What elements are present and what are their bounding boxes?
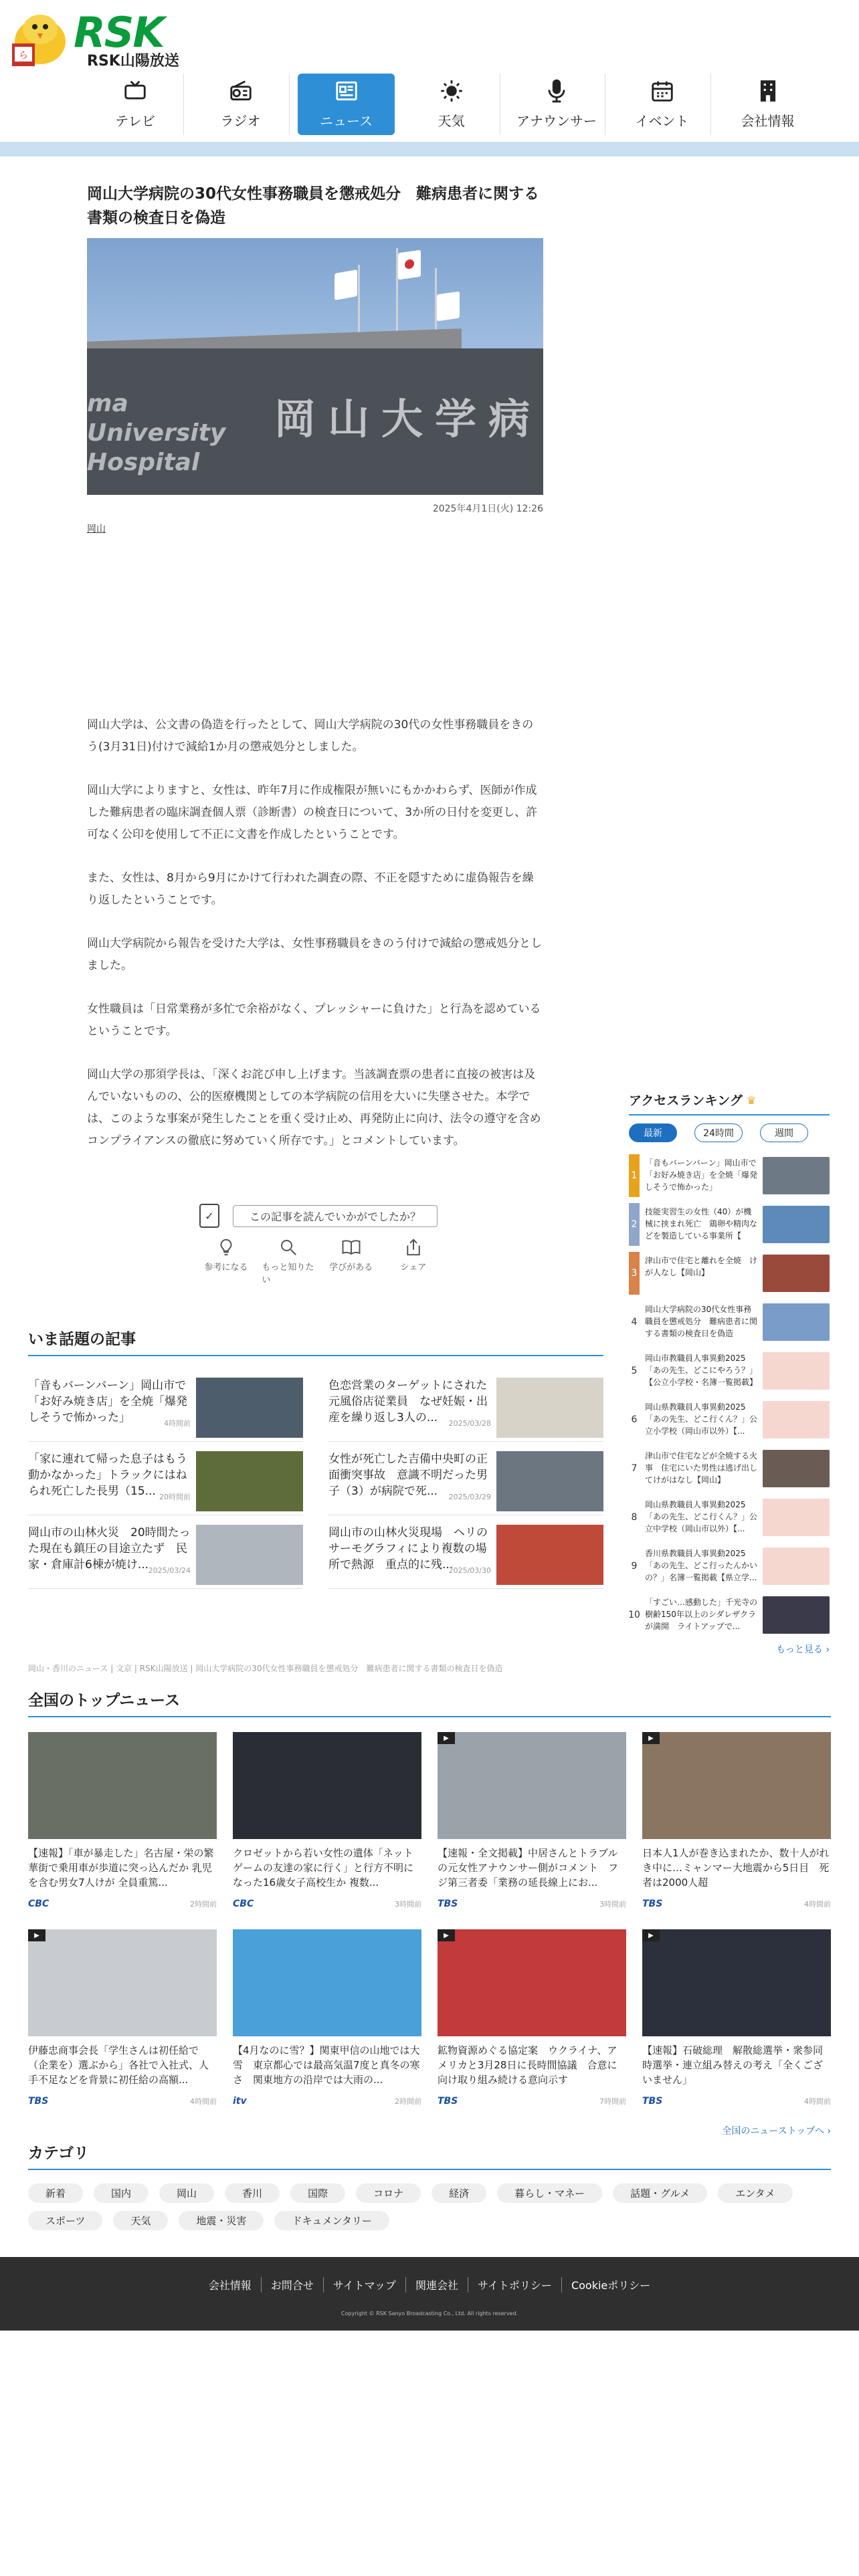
topnews-meta — [438, 2096, 626, 2107]
ranking-item-text: 岡山大学病院の30代女性事務職員を懲戒処分 難病患者に関する書類の検査日を偽造 — [645, 1305, 758, 1338]
ranking-item-text: 技能実習生の女性（40）が機械に挟まれ死亡 鶏卵や精肉などを製造している事業所【 — [645, 1207, 758, 1241]
trending-item-time: 20時間前 — [159, 1493, 191, 1501]
category-chip[interactable]: 国際 — [290, 2183, 345, 2203]
trending-articles — [28, 1329, 603, 1589]
nav-announcer[interactable] — [508, 74, 605, 135]
reaction-panel — [199, 1204, 440, 1285]
category-chip[interactable]: エンタメ — [718, 2183, 792, 2203]
ranking-thumbnail — [763, 1499, 830, 1536]
topnews-card[interactable] — [233, 1929, 421, 2107]
ranking-thumbnail — [763, 1303, 830, 1341]
category-chip[interactable]: 暮らし・マネー — [497, 2183, 602, 2203]
reaction-helpful-button[interactable] — [199, 1237, 253, 1285]
topnews-time: 2時間前 — [190, 1900, 217, 1909]
trending-thumbnail — [196, 1525, 303, 1585]
topnews-time: 4時間前 — [190, 2097, 217, 2106]
video-play-icon: ▶ — [642, 1929, 660, 1941]
nav-label: ラジオ — [220, 113, 261, 129]
brand-wordmark: RSK — [74, 8, 164, 57]
article-paragraph: 岡山大学は、公文書の偽造を行ったとして、岡山大学病院の30代の女性事務職員をきのう(3月31日)付けで減給1か月の懲戒処分としました。 — [87, 718, 534, 754]
reaction-question-label[interactable]: この記事を読んでいかがでしたか？ — [233, 1205, 438, 1227]
ranking-item[interactable] — [629, 1350, 830, 1392]
category-chip[interactable]: 地震・災害 — [179, 2211, 264, 2230]
trending-thumbnail — [496, 1525, 603, 1585]
ranking-item[interactable] — [629, 1545, 830, 1588]
ranking-item[interactable] — [629, 1301, 830, 1344]
footer-links — [0, 2277, 859, 2292]
ranking-thumbnail — [763, 1450, 830, 1487]
access-ranking — [629, 1093, 830, 1656]
ranking-number: 3 — [629, 1252, 640, 1295]
book-icon — [341, 1237, 361, 1257]
header-divider-bar — [0, 142, 859, 156]
topnews-thumbnail — [438, 1929, 626, 2036]
article — [87, 182, 543, 1148]
ranking-list — [629, 1154, 830, 1636]
video-play-icon: ▶ — [438, 1929, 455, 1941]
footer-link[interactable]: 関連会社 — [406, 2277, 468, 2292]
ranking-item-text: 「音もバーンバーン」岡山市で「お好み焼き店」を全焼「爆発しそうで怖かった」 — [645, 1158, 758, 1192]
global-nav — [87, 74, 816, 135]
trending-item[interactable] — [28, 1368, 303, 1442]
topnews-time: 3時間前 — [599, 1900, 626, 1909]
topnews-grid — [28, 1732, 831, 2107]
article-paragraph: 岡山大学病院から報告を受けた大学は、女性事務職員をきのう付けで減給の懲戒処分としました。 — [87, 937, 542, 972]
topnews-headline: 【速報・全文掲載】中居さんとトラブルの元女性アナウンサー側がコメント フジ第三者委「業務の延長線上にお... — [438, 1847, 619, 1889]
topnews-time: 2時間前 — [395, 2097, 421, 2106]
ranking-item[interactable] — [629, 1203, 830, 1246]
footer-link[interactable]: お問合せ — [262, 2277, 324, 2292]
topnews-card[interactable] — [642, 1929, 831, 2107]
topnews-source: itv — [233, 2096, 247, 2107]
topnews-meta — [642, 2096, 831, 2107]
footer-link[interactable]: サイトマップ — [324, 2277, 406, 2292]
ranking-title-text: アクセスランキング — [629, 1093, 743, 1108]
video-play-icon: ▶ — [642, 1732, 660, 1744]
topnews-meta — [233, 1899, 421, 1909]
ranking-number: 1 — [629, 1154, 640, 1197]
share-icon — [403, 1237, 423, 1257]
category-chips — [28, 2183, 831, 2230]
topnews-headline: 鉱物資源めぐる協定案 ウクライナ、アメリカと3月28日に長時間協議 合意に向け取り組み続ける意向示す — [438, 2044, 617, 2086]
reaction-label: 参考になる — [204, 1263, 248, 1273]
topnews-card[interactable] — [233, 1732, 421, 1909]
trending-thumbnail — [496, 1451, 603, 1511]
trending-item-headline: 女性が死亡した吉備中央町の正面衝突事故 意識不明だった男子（3）が病院で死... — [328, 1453, 488, 1498]
sun-icon — [439, 78, 464, 104]
trending-item-time: 4時間前 — [164, 1419, 191, 1428]
trending-item[interactable] — [28, 1442, 303, 1515]
news-icon — [334, 78, 359, 104]
trending-item-headline: 「音もバーンバーン」岡山市で「お好み焼き店」を全焼「爆発しそうで怖かった」 — [28, 1379, 187, 1424]
categories-title: カテゴリ — [28, 2143, 831, 2170]
article-paragraph: 女性職員は「日常業務が多忙で余裕がなく、プレッシャーに負けた」と行為を認めているということです。 — [87, 1002, 541, 1038]
categories — [28, 2143, 831, 2230]
nav-company[interactable] — [719, 74, 816, 135]
category-chip[interactable]: 国内 — [94, 2183, 149, 2203]
topnews-headline: 伊藤忠商事会長「学生さんは初任給で（企業を）選ぶから」各社で入社式、人手不足などを背景に初任給の高額... — [28, 2044, 209, 2086]
ranking-thumbnail — [763, 1255, 830, 1292]
topnews-thumbnail — [233, 1929, 421, 2036]
nav-label: アナウンサー — [516, 113, 597, 129]
ranking-item-text: 岡山県教職員人事異動2025「あの先生、どこ行くん？」公立中学校（岡山市以外）【... — [645, 1500, 758, 1533]
ranking-thumbnail — [763, 1596, 830, 1634]
video-play-icon: ▶ — [28, 1929, 45, 1941]
topnews-thumbnail — [642, 1929, 831, 2036]
ranking-item-text: 岡山県教職員人事異動2025「あの先生、どこ行くん？」公立小学校（岡山市以外）【... — [645, 1402, 758, 1436]
ranking-thumbnail — [763, 1157, 830, 1194]
trending-grid — [28, 1368, 603, 1589]
site-header — [0, 0, 859, 140]
breadcrumb[interactable]: 岡山・香川のニュース | 文京 | RSK山陽放送 | 岡山大学病院の30代女性事務職員を懲戒処分 難病患者に関する書類の検査日を偽造 — [28, 1664, 503, 1673]
reaction-buttons — [199, 1237, 440, 1285]
ranking-item[interactable] — [629, 1252, 830, 1295]
trending-thumbnail — [196, 1451, 303, 1511]
nav-label: イベント — [635, 113, 689, 129]
topnews-time: 4時間前 — [804, 2097, 831, 2106]
topnews-source: TBS — [642, 1899, 663, 1909]
ranking-number: 4 — [631, 1317, 638, 1327]
nav-label: ニュース — [320, 113, 373, 129]
radio-icon — [228, 78, 254, 104]
ranking-more-link[interactable]: もっと見る › — [775, 1644, 830, 1655]
category-chip[interactable]: ドキュメンタリー — [274, 2211, 389, 2230]
ranking-number: 7 — [631, 1463, 638, 1474]
trending-item-text — [328, 1451, 496, 1505]
topnews-title: 全国のトップニュース — [28, 1691, 831, 1717]
reaction-label: 学びがある — [329, 1263, 373, 1273]
trending-item-text — [328, 1525, 496, 1579]
ranking-thumbnail — [763, 1206, 830, 1243]
topnews-card[interactable] — [28, 1732, 217, 1909]
topnews-headline: 【速報】「車が暴走した」名古屋・栄の繁華街で乗用車が歩道に突っ込んだか 乳児を含む男女7人けが 全員重篤... — [28, 1847, 214, 1889]
microphone-icon — [544, 78, 569, 104]
category-chip[interactable]: 話題・グルメ — [613, 2183, 707, 2203]
article-title: 岡山大学病院の30代女性事務職員を懲戒処分 難病患者に関する書類の検査日を偽造 — [87, 185, 540, 227]
trending-item-headline: 「家に連れて帰った息子はもう動かなかった」トラックにはねられ死亡した長男（15... — [28, 1453, 187, 1498]
reaction-share-button[interactable] — [387, 1237, 440, 1285]
reaction-label: もっと知りたい — [262, 1263, 314, 1285]
footer-link[interactable]: サイトポリシー — [468, 2277, 562, 2292]
ranking-number: 6 — [631, 1414, 638, 1425]
category-chip[interactable]: 新着 — [28, 2183, 83, 2203]
topnews-thumbnail — [438, 1732, 626, 1839]
crown-icon: ♛ — [746, 1094, 757, 1107]
topnews-card[interactable] — [28, 1929, 217, 2107]
nav-label: 会社情報 — [741, 113, 795, 129]
topnews-thumbnail — [28, 1929, 217, 2036]
category-chip[interactable]: 経済 — [432, 2183, 486, 2203]
trending-thumbnail — [196, 1378, 303, 1438]
ranking-number: 5 — [631, 1366, 638, 1376]
trending-item-time: 2025/03/30 — [448, 1566, 491, 1575]
building-sign-kanji: 岡山大学病 — [274, 395, 543, 443]
ranking-number: 8 — [631, 1512, 638, 1523]
trending-item[interactable] — [28, 1515, 303, 1589]
topnews-meta — [642, 1899, 831, 1909]
category-chip[interactable]: スポーツ — [28, 2211, 102, 2230]
ranking-item[interactable] — [629, 1447, 830, 1490]
article-paragraph: また、女性は、8月から9月にかけて行われた調査の際、不正を隠すために虚偽報告を繰り返したということです。 — [87, 871, 534, 907]
footer-link[interactable]: 会社情報 — [199, 2277, 262, 2292]
trending-item-text — [28, 1525, 196, 1579]
topnews-time: 3時間前 — [395, 1900, 421, 1909]
ranking-tab-24h[interactable]: 24時間 — [694, 1123, 743, 1142]
trending-item-headline: 色恋営業のターゲットにされた元風俗店従業員 なぜ妊娠・出産を繰り返し3人の... — [328, 1379, 488, 1424]
ranking-number: 9 — [631, 1561, 638, 1572]
topnews-meta — [438, 1899, 626, 1909]
trending-item-text — [328, 1378, 496, 1432]
ranking-thumbnail — [763, 1352, 830, 1390]
category-chip[interactable]: コロナ — [356, 2183, 421, 2203]
topnews-source: CBC — [233, 1899, 254, 1909]
mascot-chick-icon — [5, 7, 72, 70]
category-chip[interactable]: 天気 — [113, 2211, 168, 2230]
trending-item-time: 2025/03/24 — [148, 1566, 191, 1575]
topnews-card[interactable] — [438, 1732, 626, 1909]
topnews-card[interactable] — [438, 1929, 626, 2107]
ranking-number: 2 — [629, 1203, 640, 1246]
footer-link[interactable]: Cookieポリシー — [571, 2279, 651, 2292]
topnews-time: 7時間前 — [599, 2097, 626, 2106]
topnews-source: CBC — [28, 1899, 50, 1909]
category-chip[interactable]: 香川 — [225, 2183, 280, 2203]
article-date: 2025年4月1日(火) 12:26 — [432, 504, 543, 514]
article-tag[interactable]: 岡山 — [87, 524, 106, 534]
ranking-thumbnail — [763, 1547, 830, 1585]
copyright: Copyright © RSK Sanyo Broadcasting Co., Ltd. All rights reserved. — [341, 2311, 518, 2317]
video-play-icon: ▶ — [438, 1732, 455, 1744]
trending-thumbnail — [496, 1378, 603, 1438]
topnews-source: TBS — [438, 2096, 458, 2107]
topnews-time: 4時間前 — [804, 1900, 831, 1909]
trending-title: いま話題の記事 — [28, 1329, 603, 1356]
tv-icon — [122, 78, 148, 104]
topnews-meta — [233, 2096, 421, 2107]
brand-subtitle: RSK山陽放送 — [87, 53, 179, 70]
trending-item[interactable] — [328, 1368, 603, 1442]
nav-radio[interactable] — [193, 74, 290, 135]
trending-item-time: 2025/03/29 — [448, 1493, 491, 1501]
building-icon — [755, 78, 781, 104]
nav-weather[interactable] — [403, 74, 500, 135]
nav-label: 天気 — [438, 113, 465, 129]
category-chip[interactable]: 岡山 — [159, 2183, 214, 2203]
topnews-card[interactable] — [642, 1732, 831, 1909]
topnews-source: TBS — [438, 1899, 458, 1909]
ranking-thumbnail — [763, 1401, 830, 1438]
trending-item-text — [28, 1451, 196, 1505]
national-top-news — [28, 1691, 831, 2137]
svg-text:ら: ら — [19, 50, 28, 61]
article-image — [87, 238, 543, 495]
nav-event[interactable] — [614, 74, 711, 135]
topnews-source: TBS — [28, 2096, 49, 2107]
ranking-item[interactable] — [629, 1594, 830, 1636]
ranking-number: 10 — [628, 1610, 640, 1620]
topnews-thumbnail — [233, 1732, 421, 1839]
nav-news[interactable] — [298, 74, 395, 135]
reaction-more-button[interactable] — [262, 1237, 315, 1285]
ranking-tabs — [629, 1123, 830, 1142]
trending-item-headline: 岡山市の山林火災現場 ヘリのサーモグラフィにより複数の場所で熱源 重点的に残... — [328, 1526, 488, 1572]
article-paragraph: 岡山大学によりますと、女性は、昨年7月に作成権限が無いにもかかわらず、医師が作成した難病患者の臨床調査個人票（診断書）の検査日について、3か所の日付を変更し、許可なく公印を使用して不正に文書を作成したということです。 — [87, 784, 538, 841]
ranking-item[interactable] — [629, 1496, 830, 1539]
topnews-thumbnail — [642, 1732, 831, 1839]
ranking-tab-latest[interactable]: 最新 — [629, 1123, 677, 1142]
ranking-item[interactable] — [629, 1154, 830, 1197]
reaction-question — [199, 1204, 440, 1228]
ranking-title — [629, 1093, 830, 1115]
building-sign-english: ma University Hospital — [87, 390, 226, 476]
nav-label: テレビ — [115, 113, 155, 129]
site-logo[interactable] — [5, 7, 193, 70]
topnews-headline: 【4月なのに雪？】関東甲信の山地では大雪 東京都心では最高気温7度と真冬の寒さ 関東地方の沿岸では大雨の... — [233, 2044, 420, 2086]
nav-tv[interactable] — [87, 74, 184, 135]
topnews-source: TBS — [642, 2096, 663, 2107]
ranking-item-text: 津山市で住宅と離れを全焼 けが人なし【岡山】 — [645, 1256, 758, 1277]
magnifier-icon — [278, 1237, 298, 1257]
ranking-item-text: 香川県教職員人事異動2025「あの先生、どこ行ったんかいの？」名簿一覧掲載【県立学... — [645, 1549, 758, 1582]
topnews-more-link[interactable]: 全国のニューストップへ › — [722, 2126, 831, 2137]
lightbulb-icon — [216, 1237, 236, 1257]
site-footer — [0, 2257, 859, 2331]
article-body — [87, 714, 543, 1174]
trending-item-headline: 岡山市の山林火災 20時間たった現在も鎮圧の目途立たず 民家・倉庫計6棟が焼け... — [28, 1526, 191, 1572]
reaction-learn-button[interactable] — [324, 1237, 378, 1285]
ranking-item[interactable] — [629, 1398, 830, 1441]
ranking-item-text: 「すごい…感動した」千光寺の樹齢150年以上のシダレザクラが満開 ライトアップで... — [645, 1598, 758, 1631]
reaction-label: シェア — [400, 1263, 427, 1273]
topnews-headline: 【速報】石破総理 解散総選挙・衆参同時選挙・連立組み替えの考え「全くございません」 — [642, 2044, 824, 2086]
trending-item-time: 2025/03/28 — [448, 1419, 491, 1428]
ranking-tab-weekly[interactable]: 週間 — [760, 1123, 808, 1142]
trending-item[interactable] — [328, 1515, 603, 1589]
topnews-meta — [28, 2096, 217, 2107]
topnews-headline: 日本人1人が巻き込まれたか、数十人がれき中に…ミャンマー大地震から5日目 死者は2000人超 — [642, 1847, 830, 1889]
checklist-icon: ✓ — [199, 1204, 219, 1228]
topnews-thumbnail — [28, 1732, 217, 1839]
trending-item[interactable] — [328, 1442, 603, 1515]
calendar-icon — [650, 78, 675, 104]
ranking-item-text: 岡山市教職員人事異動2025「あの先生、どこにやろう？」【公立小学校・名簿一覧掲載】 — [645, 1354, 758, 1387]
article-paragraph: 岡山大学の那須学長は、「深くお詫び申し上げます。当該調査票の患者に直接の被害は及んでいないものの、公的医療機関としての本学病院の信用を大いに失墜させた。本学では、このような事案が発生したことを重く受け止め、再発防止に向け、法令の遵守を含めコンプライアンスの徹底に努めていく所存です。」とコメントしています。 — [87, 1068, 541, 1148]
trending-item-text — [28, 1378, 196, 1432]
topnews-meta — [28, 1899, 217, 1909]
ranking-item-text: 津山市で住宅などが全焼する火事 住宅にいた男性は逃げ出してけがはなし【岡山】 — [645, 1451, 758, 1485]
topnews-headline: クロゼットから若い女性の遺体「ネットゲームの友達の家に行く」と行方不明になった16歳女子高校生か 複数... — [233, 1847, 414, 1889]
